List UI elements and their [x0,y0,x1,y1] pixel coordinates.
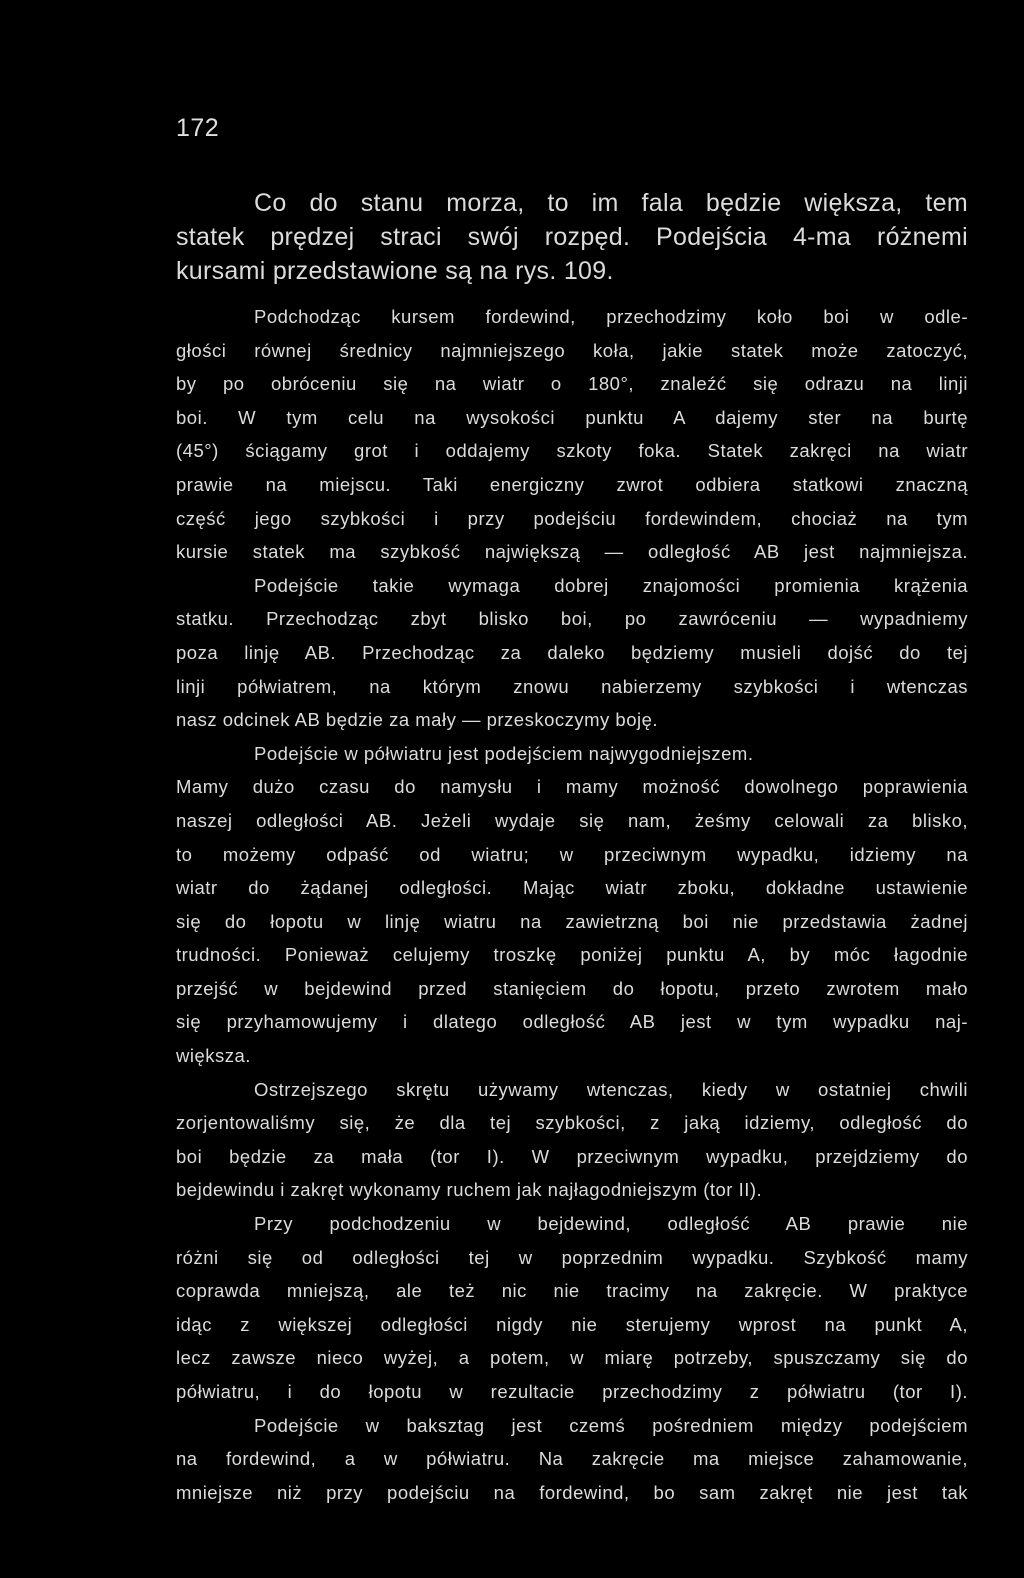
body-text-line: na fordewind, a w półwiatru. Na zakręcie ma miejsce zahamowanie, [176,1448,968,1470]
body-text-line: trudności. Ponieważ celujemy troszkę poniżej punktu A, by móc łagodnie [176,944,968,966]
body-text-line: Mamy dużo czasu do namysłu i mamy możność dowolnego poprawienia [176,776,968,798]
body-text-line: Podejście takie wymaga dobrej znajomości promienia krążenia [254,574,968,596]
body-text-line: coprawda mniejszą, ale też nic nie tracimy na zakręcie. W praktyce [176,1280,968,1302]
body-text-line: bejdewindu i zakręt wykonamy ruchem jak najłagodniejszym (tor II). [176,1179,763,1201]
body-text-line: się do łopotu w linję wiatru na zawietrzną boi nie przedstawia żadnej [176,910,968,932]
small-text-block [176,300,968,1509]
large-text-line: Co do stanu morza, to im fala będzie większa, tem [254,189,968,217]
body-text-line: (45°) ściągamy grot i oddajemy szkoty foka. Statek zakręci na wiatr [176,440,968,462]
body-text-line: kursie statek ma szybkość największą — odległość AB jest najmniejsza. [176,541,968,563]
large-text-line: statek prędzej straci swój rozpęd. Podejścia 4-ma różnemi [176,223,968,251]
body-text-line: Ostrzejszego skrętu używamy wtenczas, kiedy w ostatniej chwili [254,1078,968,1100]
body-text-line: większa. [176,1045,251,1067]
body-text-line: głości równej średnicy najmniejszego koła, jakie statek może zatoczyć, [176,339,968,361]
body-text-line: się przyhamowujemy i dlatego odległość AB jest w tym wypadku naj- [176,1011,968,1033]
body-text-line: zorjentowaliśmy się, że dla tej szybkości, z jaką idziemy, odległość do [176,1112,968,1134]
body-text-line: Podchodząc kursem fordewind, przechodzimy koło boi w odle- [254,306,968,327]
large-text-block [176,186,968,288]
body-text-line: by po obróceniu się na wiatr o 180°, znaleźć się odrazu na linji [176,373,968,395]
body-text-line: mniejsze niż przy podejściu na fordewind, bo sam zakręt nie jest tak [176,1481,968,1503]
page-number: 172 [176,114,220,142]
body-text-line: różni się od odległości tej w poprzednim wypadku. Szybkość mamy [176,1246,968,1268]
body-text-line: linji półwiatrem, na którym znowu nabierzemy szybkości i wtenczas [176,675,968,697]
body-text-line: przejść w bejdewind przed stanięciem do łopotu, przeto zwrotem mało [176,977,968,999]
body-text-line: część jego szybkości i przy podejściu fordewindem, chociaż na tym [176,507,968,529]
body-text-line: lecz zawsze nieco wyżej, a potem, w miarę potrzeby, spuszczamy się do [176,1347,968,1369]
large-text-line: kursami przedstawione są na rys. 109. [176,257,614,285]
body-text-line: nasz odcinek AB będzie za mały — przeskoczymy boję. [176,709,659,731]
body-text-line: wiatr do żądanej odległości. Mając wiatr zboku, dokładne ustawienie [176,877,968,899]
body-text-line: idąc z większej odległości nigdy nie sterujemy wprost na punkt A, [176,1313,968,1335]
body-text-line: statku. Przechodząc zbyt blisko boi, po zawróceniu — wypadniemy [176,608,968,630]
body-text-line: poza linję AB. Przechodząc za daleko będziemy musieli dojść do tej [176,641,968,663]
body-text-line: boi. W tym celu na wysokości punktu A dajemy ster na burtę [176,406,968,428]
body-text-line: Podejście w półwiatru jest podejściem najwygodniejszem. [254,742,754,764]
body-text-line: Przy podchodzeniu w bejdewind, odległość AB prawie nie [254,1213,968,1235]
body-text-line: naszej odległości AB. Jeżeli wydaje się nam, żeśmy celowali za blisko, [176,809,968,831]
body-text-line: to możemy odpaść od wiatru; w przeciwnym wypadku, idziemy na [176,843,968,865]
body-text-line: boi będzie za mała (tor I). W przeciwnym wypadku, przejdziemy do [176,1145,968,1167]
body-text-line: półwiatru, i do łopotu w rezultacie przechodzimy z półwiatru (tor I). [176,1381,968,1402]
body-text-line: Podejście w baksztag jest czemś pośredniem między podejściem [254,1414,968,1436]
body-text-line: prawie na miejscu. Taki energiczny zwrot odbiera statkowi znaczną [176,473,968,495]
